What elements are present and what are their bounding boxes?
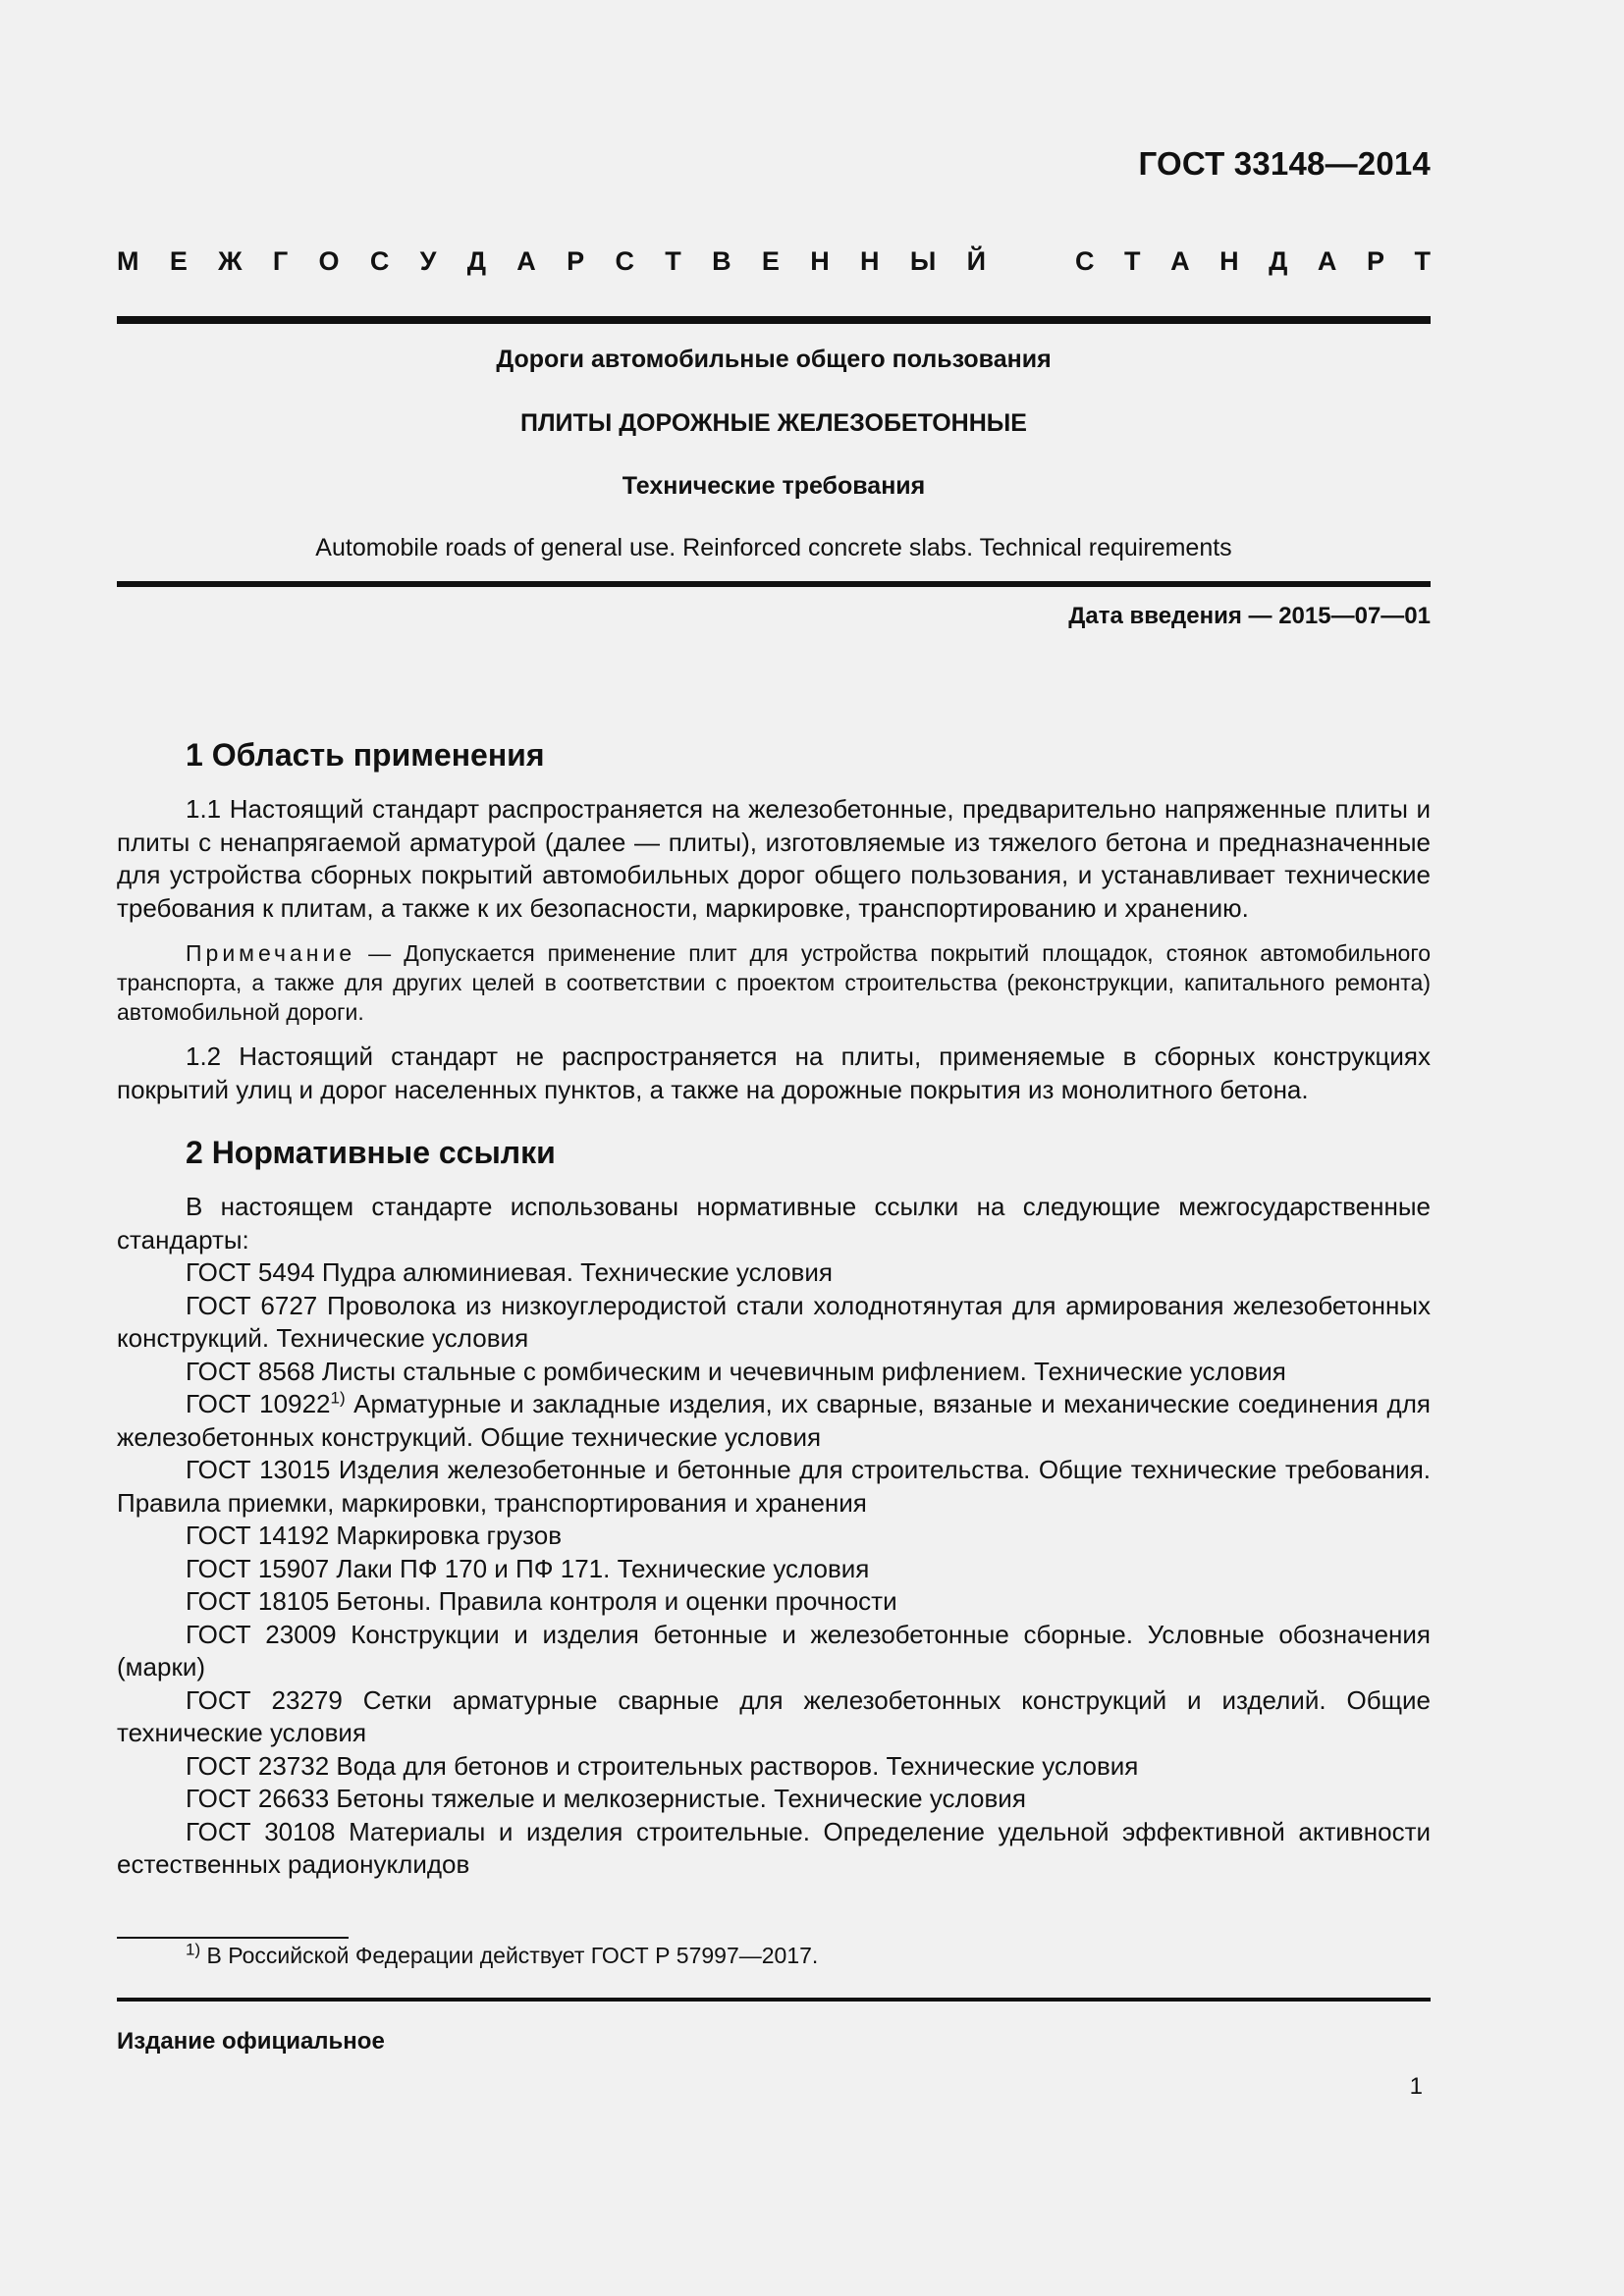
footnote-number: 1) bbox=[186, 1940, 201, 1959]
banner-letter: Т bbox=[665, 246, 681, 276]
introduction-date: Дата введения — 2015—07—01 bbox=[1068, 603, 1431, 629]
banner-letter: С bbox=[615, 246, 634, 276]
header-rule bbox=[117, 316, 1431, 324]
reference-item: ГОСТ 23009 Конструкции и изделия бетонные и железобетонные сборные. Условные обозначения (марки) bbox=[117, 1619, 1431, 1682]
banner-letter: М bbox=[117, 246, 139, 276]
banner-letter: С bbox=[1075, 246, 1095, 276]
document-body bbox=[117, 734, 1431, 1882]
banner-letter: Ж bbox=[218, 246, 243, 276]
note-text: — Допускается применение плит для устройства покрытий площадок, стоянок автомобильного транспорта, а также для других целей в соответствии с проектом строительства (реконструкции, капитального ремонта) автомобильной дороги. bbox=[117, 940, 1431, 1025]
reference-item: ГОСТ 23279 Сетки арматурные сварные для железобетонных конструкций и изделий. Общие технические условия bbox=[117, 1684, 1431, 1747]
reference-item: ГОСТ 14192 Маркировка грузов bbox=[186, 1521, 563, 1550]
banner-letter: Р bbox=[1366, 246, 1384, 276]
banner-letter: Д bbox=[1269, 246, 1288, 276]
reference-item: ГОСТ 23732 Вода для бетонов и строительных растворов. Технические условия bbox=[186, 1750, 1139, 1781]
document-page bbox=[117, 0, 1431, 2296]
reference-item bbox=[117, 1388, 1431, 1454]
official-edition-label: Издание официальное bbox=[117, 2028, 385, 2055]
reference-item: ГОСТ 26633 Бетоны тяжелые и мелкозернистые. Технические условия bbox=[186, 1784, 1026, 1813]
title-line-2: ПЛИТЫ ДОРОЖНЫЕ ЖЕЛЕЗОБЕТОННЫЕ bbox=[520, 409, 1027, 437]
footnote-text: В Российской Федерации действует ГОСТ Р 57997—2017. bbox=[200, 1943, 819, 1968]
banner-letter: Й bbox=[966, 246, 986, 276]
banner-letter: Ы bbox=[909, 246, 937, 276]
interstate-standard-banner bbox=[117, 246, 1431, 277]
note-label: Примечание bbox=[186, 940, 356, 966]
footnote bbox=[186, 1941, 818, 1970]
references-intro: В настоящем стандарте использованы нормативные ссылки на следующие межгосударственные стандарты: bbox=[117, 1192, 1431, 1255]
reference-item: ГОСТ 5494 Пудра алюминиевая. Технические условия bbox=[186, 1257, 833, 1287]
reference-item: ГОСТ 30108 Материалы и изделия строительные. Определение удельной эффективной активности естественных радионуклидов bbox=[117, 1816, 1431, 1879]
banner-letter: А bbox=[1317, 246, 1337, 276]
banner-letter: Н bbox=[810, 246, 830, 276]
banner-letter: Г bbox=[272, 246, 289, 276]
paragraph-1-1: 1.1 Настоящий стандарт распространяется на железобетонные, предварительно напряженные плиты и плиты с ненапрягаемой арматурой (далее — плиты), изготовляемые из тяжелого бетона и предназначенные для устройства сборных покрытий автомобильных дорог общего пользования, и устанавливает технические требования к плитам, а также к их безопасности, маркировке, транспортированию и хранению. bbox=[117, 794, 1431, 923]
banner-letter: С bbox=[369, 246, 390, 276]
reference-item: ГОСТ 15907 Лаки ПФ 170 и ПФ 171. Технические условия bbox=[186, 1553, 870, 1583]
banner-letter: Н bbox=[1219, 246, 1239, 276]
banner-letter: А bbox=[516, 246, 536, 276]
reference-code: ГОСТ 10922 bbox=[186, 1389, 331, 1418]
document-number: ГОСТ 33148—2014 bbox=[1138, 145, 1431, 182]
reference-title: Арматурные и закладные изделия, их сварные, вязаные и механические соединения для железобетонных конструкций. Общие технические условия bbox=[117, 1389, 1431, 1452]
banner-letter: Р bbox=[567, 246, 585, 276]
banner-letter: В bbox=[712, 246, 731, 276]
banner-letter: Д bbox=[466, 246, 486, 276]
reference-item: ГОСТ 8568 Листы стальные с ромбическим и чечевичным рифлением. Технические условия bbox=[186, 1356, 1286, 1386]
footnote-rule bbox=[117, 1937, 349, 1939]
banner-word-interstate bbox=[117, 246, 986, 277]
paragraph-1-2: 1.2 Настоящий стандарт не распространяется на плиты, применяемые в сборных конструкциях покрытий улиц и дорог населенных пунктов, а также на дорожные покрытия из монолитного бетона. bbox=[117, 1041, 1431, 1104]
banner-word-standard bbox=[1075, 246, 1431, 277]
banner-letter: А bbox=[1170, 246, 1190, 276]
banner-letter: Т bbox=[1124, 246, 1141, 276]
note-paragraph bbox=[117, 938, 1431, 1027]
reference-item: ГОСТ 18105 Бетоны. Правила контроля и оценки прочности bbox=[186, 1586, 897, 1616]
banner-letter: Т bbox=[1414, 246, 1431, 276]
banner-letter: У bbox=[419, 246, 437, 276]
banner-letter: Е bbox=[169, 246, 188, 276]
banner-letter: О bbox=[318, 246, 340, 276]
references-list bbox=[117, 1191, 1431, 1882]
section-heading-references: 2 Нормативные ссылки bbox=[186, 1135, 556, 1170]
footnote-marker[interactable]: 1) bbox=[330, 1388, 346, 1408]
title-rule bbox=[117, 581, 1431, 587]
banner-letter: Е bbox=[761, 246, 780, 276]
reference-item: ГОСТ 13015 Изделия железобетонные и бетонные для строительства. Общие технические требования. Правила приемки, маркировки, транспортирования и хранения bbox=[117, 1455, 1431, 1518]
title-line-1: Дороги автомобильные общего пользования bbox=[496, 346, 1052, 373]
section-heading-scope: 1 Область применения bbox=[186, 737, 545, 773]
page-number: 1 bbox=[1409, 2073, 1423, 2100]
footer-rule bbox=[117, 1998, 1431, 2002]
title-line-3: Технические требования bbox=[622, 472, 926, 500]
banner-letter: Н bbox=[860, 246, 880, 276]
title-english: Automobile roads of general use. Reinforced concrete slabs. Technical requirements bbox=[315, 534, 1232, 561]
reference-item: ГОСТ 6727 Проволока из низкоуглеродистой стали холоднотянутая для армирования железобетонных конструкций. Технические условия bbox=[117, 1290, 1431, 1353]
